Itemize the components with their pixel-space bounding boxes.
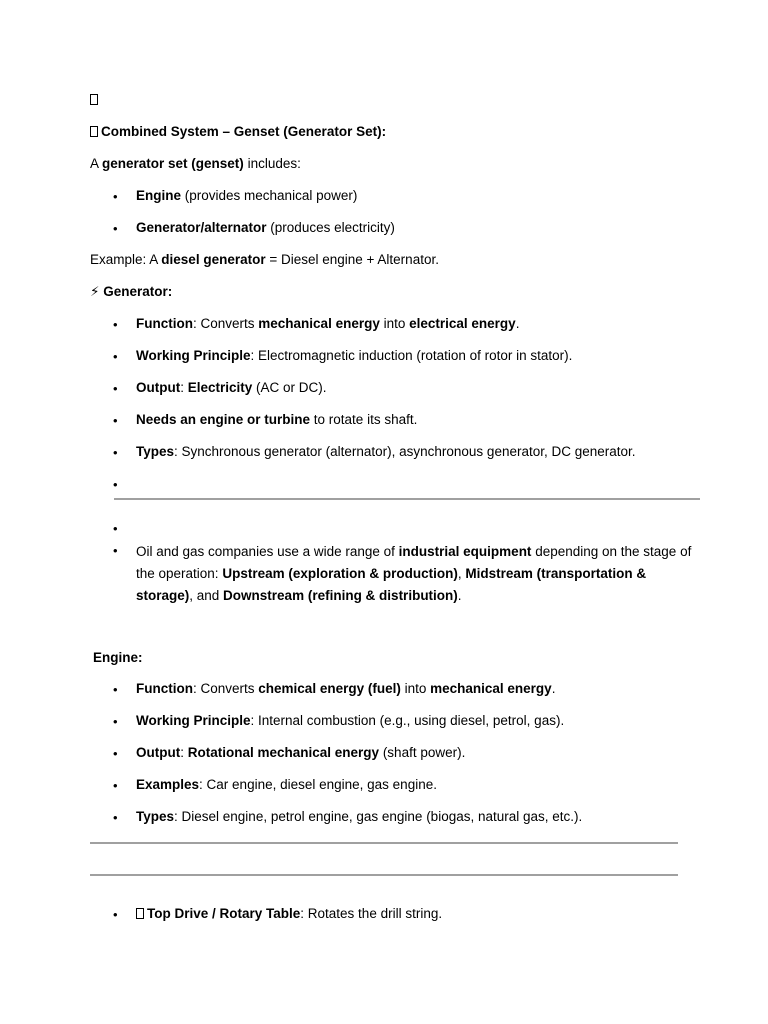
list-item: Top Drive / Rotary Table: Rotates the drill string.: [136, 906, 442, 921]
list-item: Working Principle: Electromagnetic induction (rotation of rotor in stator).: [136, 348, 573, 363]
missing-glyph-icon: [90, 126, 98, 137]
list-item: Engine (provides mechanical power): [136, 188, 358, 203]
list-item: Function: Converts mechanical energy into electrical energy.: [136, 316, 520, 331]
bullet: •: [113, 521, 118, 536]
list-item: Function: Converts chemical energy (fuel) into mechanical energy.: [136, 681, 556, 696]
list-item: Working Principle: Internal combustion (e.g., using diesel, petrol, gas).: [136, 713, 565, 728]
horizontal-rule: [90, 842, 678, 844]
bullet: •: [113, 810, 118, 825]
bullet: •: [113, 543, 118, 558]
horizontal-rule: [90, 874, 678, 876]
genset-intro: A generator set (genset) includes:: [90, 156, 301, 171]
bullet: •: [113, 682, 118, 697]
bullet: •: [113, 189, 118, 204]
list-item: Output: Rotational mechanical energy (shaft power).: [136, 745, 466, 760]
bullet: •: [113, 381, 118, 396]
bullet: •: [113, 221, 118, 236]
bullet: •: [113, 714, 118, 729]
genset-heading: Combined System – Genset (Generator Set):: [90, 124, 386, 139]
missing-glyph-icon: [90, 92, 101, 107]
list-item: Types: Synchronous generator (alternator), asynchronous generator, DC generator.: [136, 444, 636, 459]
bullet: •: [113, 317, 118, 332]
horizontal-rule: [114, 498, 700, 500]
list-item: Output: Electricity (AC or DC).: [136, 380, 327, 395]
missing-glyph-icon: [136, 908, 144, 919]
list-item: Types: Diesel engine, petrol engine, gas engine (biogas, natural gas, etc.).: [136, 809, 583, 824]
engine-heading: Engine:: [93, 650, 143, 665]
generator-heading: ⚡ Generator:: [90, 284, 173, 299]
oil-gas-paragraph: Oil and gas companies use a wide range of industrial equipment depending on the stage of the operation: Upstream (exploration & production), Midstream (transportation & storage), and Downstream (refining & distribution).: [136, 544, 692, 603]
bullet: •: [113, 907, 118, 922]
bullet: •: [113, 477, 118, 492]
bullet: •: [113, 445, 118, 460]
list-item: Examples: Car engine, diesel engine, gas engine.: [136, 777, 437, 792]
lightning-icon: ⚡: [90, 284, 100, 299]
bullet: •: [113, 746, 118, 761]
list-item: Generator/alternator (produces electricity): [136, 220, 395, 235]
bullet: •: [113, 778, 118, 793]
list-item: Needs an engine or turbine to rotate its shaft.: [136, 412, 418, 427]
bullet: •: [113, 413, 118, 428]
genset-example: Example: A diesel generator = Diesel engine + Alternator.: [90, 252, 439, 267]
bullet: •: [113, 349, 118, 364]
